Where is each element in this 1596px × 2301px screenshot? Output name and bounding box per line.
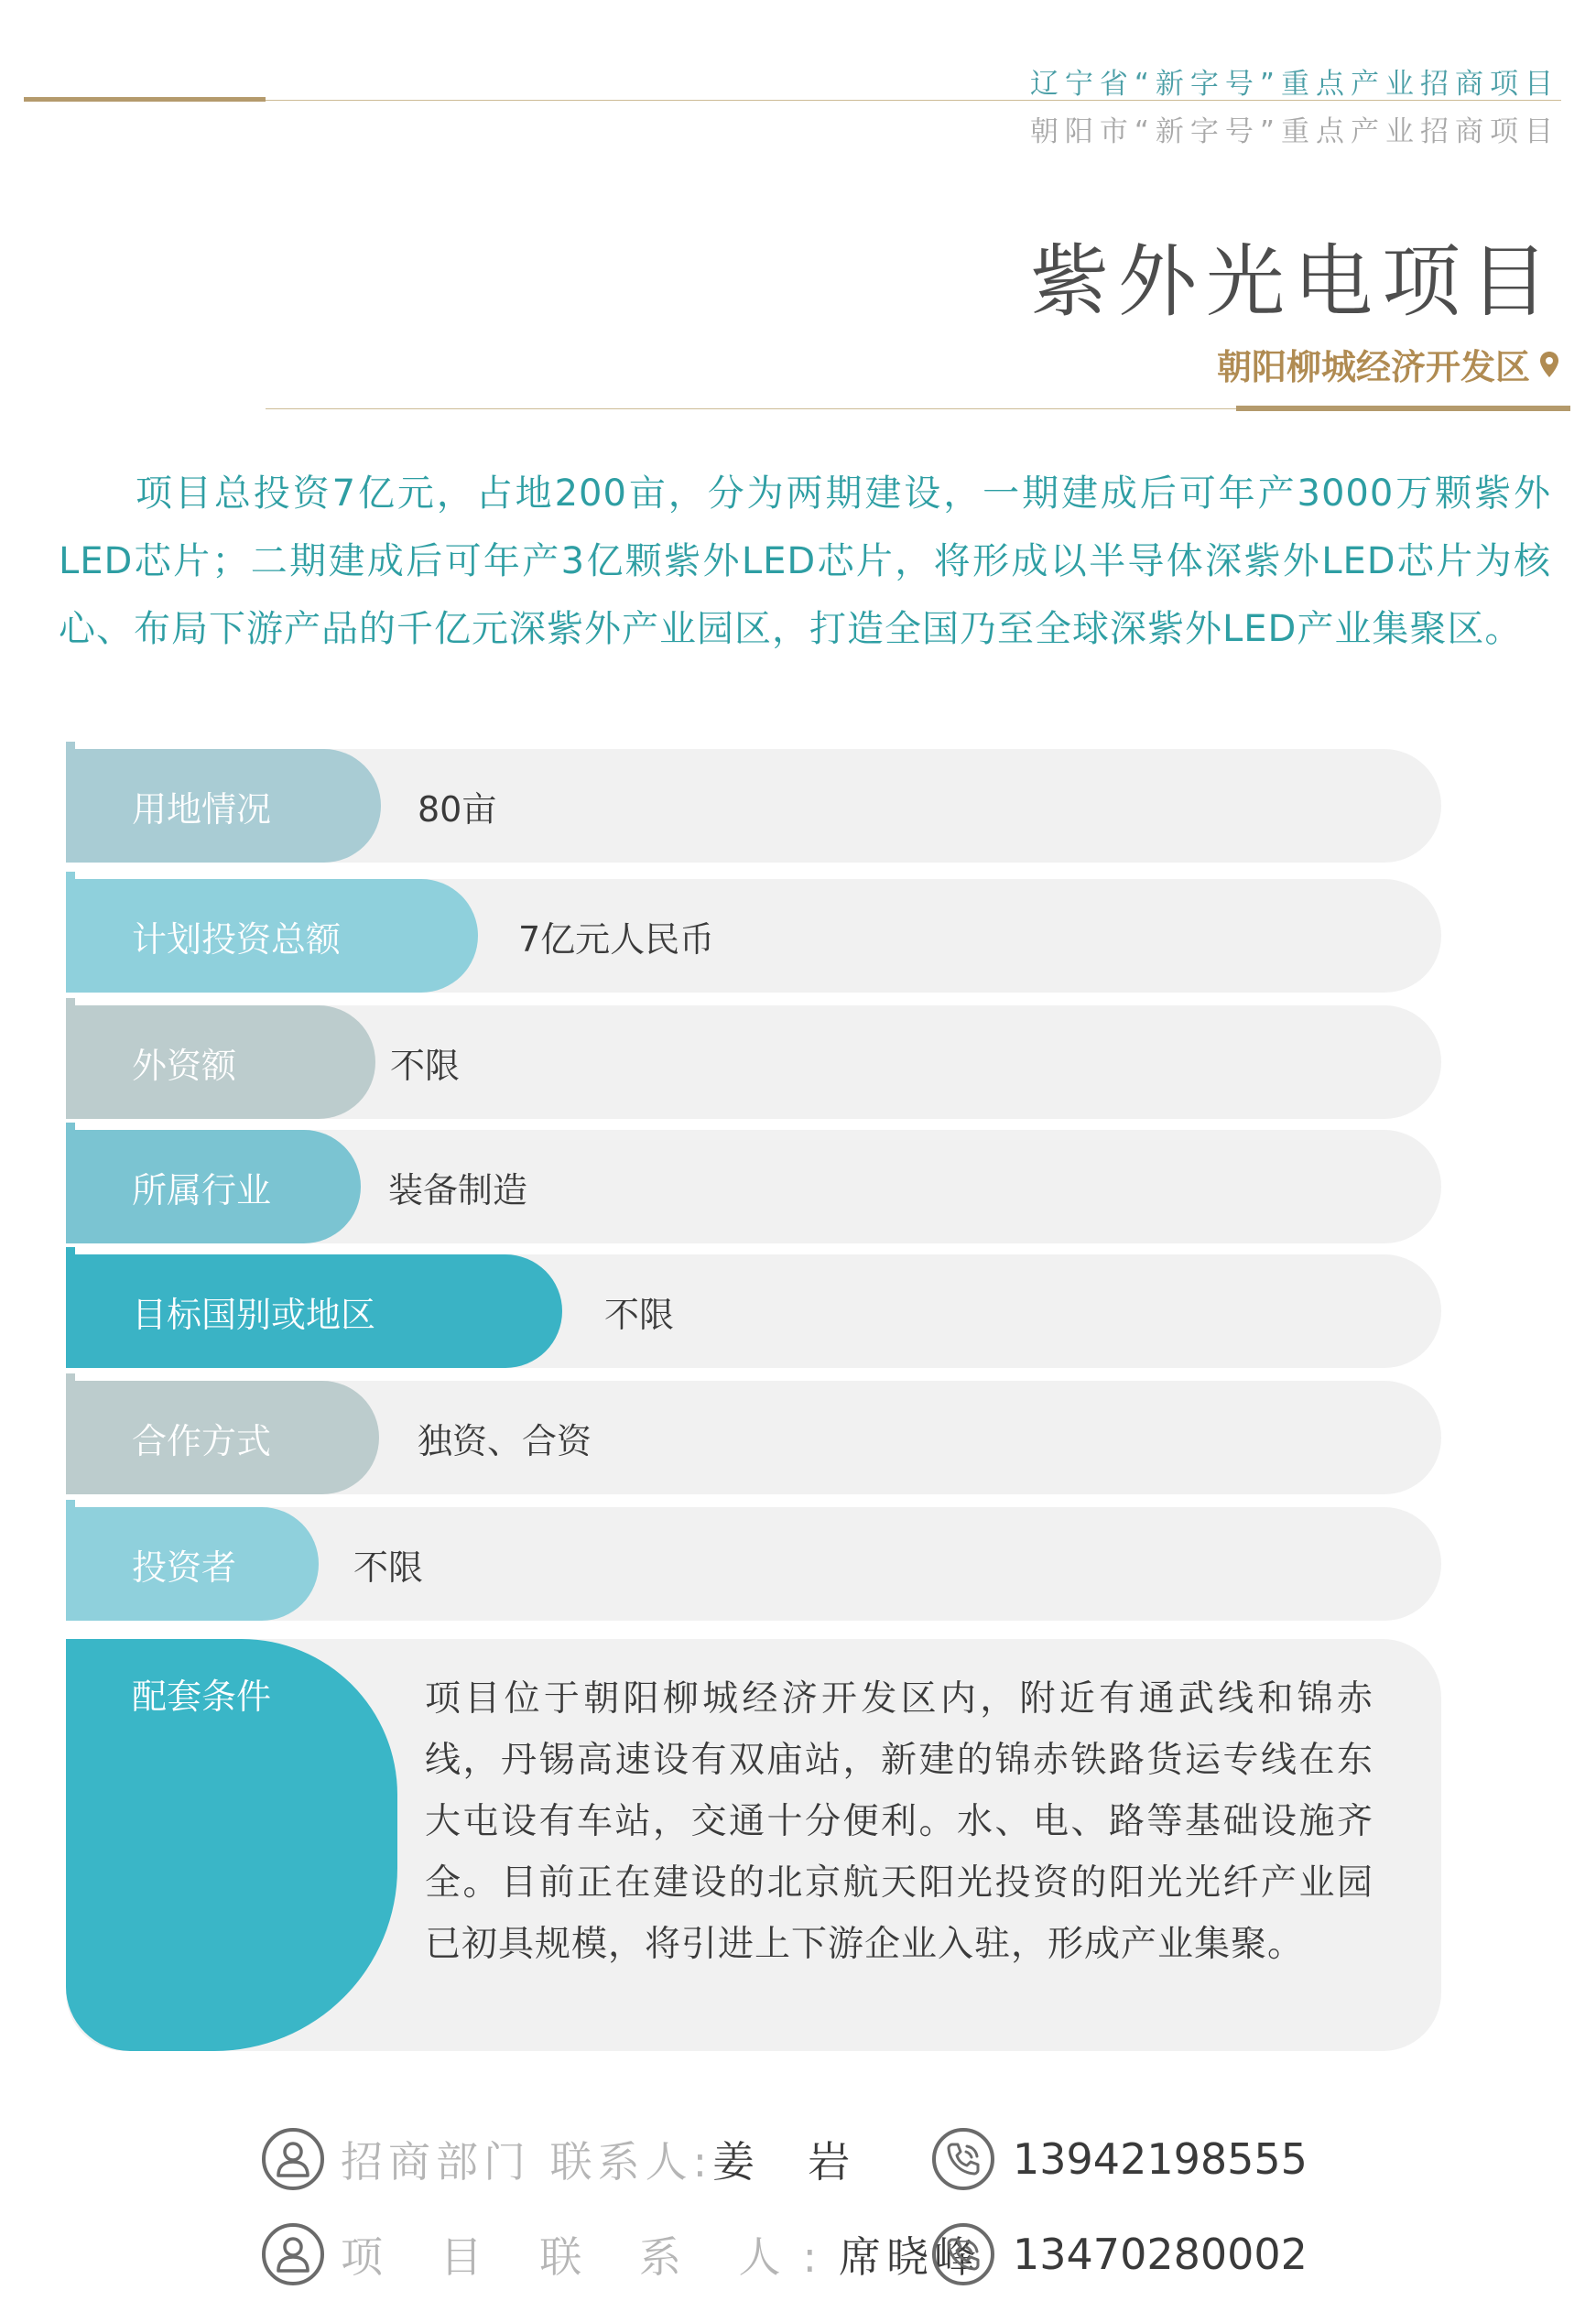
contact-label: 招商部门 联系人: xyxy=(341,2137,713,2187)
project-title: 紫外光电项目 xyxy=(1030,236,1558,328)
project-location xyxy=(1217,339,1559,389)
title-divider xyxy=(266,408,1236,409)
person-icon xyxy=(262,2128,324,2190)
contact-line-investment-dept xyxy=(262,2128,855,2190)
contact-phone: 13470280002 xyxy=(1013,2230,1308,2279)
row-label-land: 用地情况 xyxy=(66,749,381,863)
info-row-foreign-capital xyxy=(66,1005,1441,1119)
info-row-cooperation xyxy=(66,1381,1441,1494)
contact-name: 姜 岩 xyxy=(712,2137,856,2187)
title-accent-line xyxy=(1236,406,1570,411)
phone-icon xyxy=(932,2128,994,2190)
row-value-investor: 不限 xyxy=(353,1547,424,1588)
row-value-investment: 7亿元人民币 xyxy=(518,918,715,960)
location-pin-icon xyxy=(1539,351,1559,378)
header-line-city: 朝阳市“新字号”重点产业招商项目 xyxy=(1029,115,1559,148)
header-accent-line xyxy=(24,97,266,102)
row-label-investor: 投资者 xyxy=(66,1507,319,1621)
row-label-foreign-capital: 外资额 xyxy=(66,1005,375,1119)
row-label-conditions: 配套条件 xyxy=(132,1677,272,1717)
row-label-cooperation: 合作方式 xyxy=(66,1381,379,1494)
row-label-target-region: 目标国别或地区 xyxy=(66,1254,562,1368)
project-intro: 项目总投资7亿元，占地200亩，分为两期建设，一期建成后可年产3000万颗紫外LED芯片；二期建成后可年产3亿颗紫外LED芯片，将形成以半导体深紫外LED芯片为核心、布局下游产品的千亿元深紫外产业园区，打造全国乃至全球深紫外LED产业集聚区。 xyxy=(59,472,1551,650)
header-line-province: 辽宁省“新字号”重点产业招商项目 xyxy=(1029,68,1559,101)
contact-phone: 13942198555 xyxy=(1013,2134,1308,2184)
phone-icon xyxy=(932,2223,994,2285)
row-value-industry: 装备制造 xyxy=(388,1169,528,1210)
person-icon xyxy=(262,2223,324,2285)
contact-line-project xyxy=(262,2223,982,2285)
row-value-conditions: 项目位于朝阳柳城经济开发区内，附近有通武线和锦赤线，丹锡高速设有双庙站，新建的锦赤铁路货运专线在东大屯设有车站，交通十分便利。水、电、路等基础设施齐全。目前正在建设的北京航天阳光投资的阳光光纤产业园已初具规模，将引进上下游企业入驻，形成产业集聚。 xyxy=(425,1678,1373,1965)
row-value-land: 80亩 xyxy=(418,788,497,830)
row-value-foreign-capital: 不限 xyxy=(390,1045,461,1086)
contact-phone-investment-dept xyxy=(932,2128,1308,2190)
location-text: 朝阳柳城经济开发区 xyxy=(1216,346,1530,387)
info-row-industry xyxy=(66,1130,1441,1243)
contact-label: 项 目 联 系 人: xyxy=(341,2232,839,2282)
info-row-target-region xyxy=(66,1254,1441,1368)
row-value-cooperation: 独资、合资 xyxy=(418,1420,592,1461)
info-row-investment xyxy=(66,879,1441,993)
row-value-target-region: 不限 xyxy=(604,1294,675,1335)
contact-name: 席晓峰 xyxy=(839,2232,982,2282)
row-label-investment: 计划投资总额 xyxy=(66,879,478,993)
contact-phone-project xyxy=(932,2223,1308,2285)
info-row-land xyxy=(66,749,1441,863)
row-label-industry: 所属行业 xyxy=(66,1130,361,1243)
info-row-investor xyxy=(66,1507,1441,1621)
